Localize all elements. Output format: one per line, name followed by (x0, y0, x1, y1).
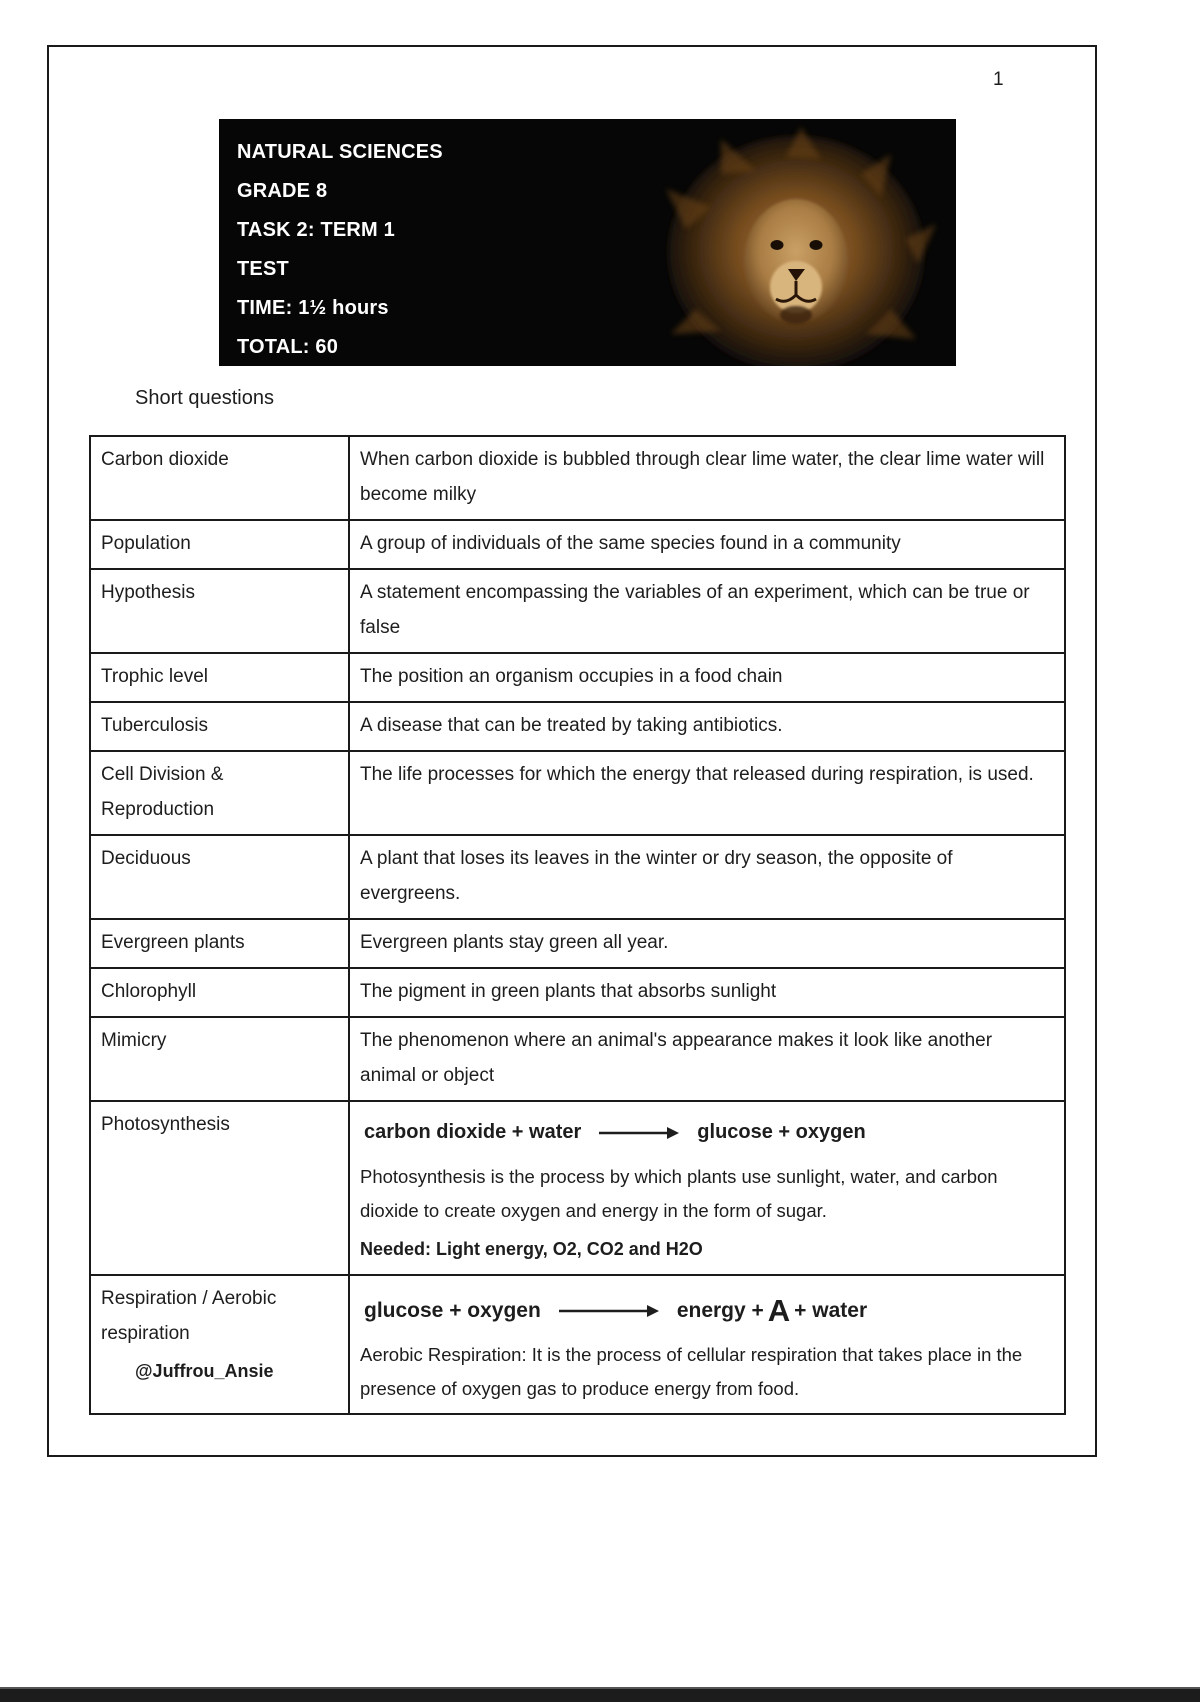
definition-cell: A disease that can be treated by taking antibiotics. (349, 702, 1065, 751)
definition-cell: A plant that loses its leaves in the winter or dry season, the opposite of evergreens. (349, 835, 1065, 919)
photosynthesis-needed: Needed: Light energy, O2, CO2 and H2O (360, 1239, 703, 1259)
header-line-grade: GRADE 8 (237, 180, 328, 202)
equation-energy: energy + (676, 1299, 764, 1322)
term-cell: Trophic level (90, 653, 349, 702)
header-line-total: TOTAL: 60 (237, 336, 339, 358)
header-line-time: TIME: 1½ hours (237, 297, 389, 319)
equation-left: glucose + oxygen (364, 1299, 541, 1322)
respiration-equation (364, 1293, 1052, 1328)
respiration-description: Aerobic Respiration: It is the process of cellular respiration that takes place in the presence of oxygen gas to produce energy from food. (360, 1344, 1023, 1399)
photosynthesis-equation (364, 1115, 1052, 1150)
table-row (90, 569, 1065, 653)
table-row (90, 751, 1065, 835)
header-text (219, 119, 657, 366)
table-row-photosynthesis (90, 1101, 1065, 1275)
header-line-task: TASK 2: TERM 1 (237, 219, 395, 241)
term-cell: Population (90, 520, 349, 569)
term-cell: Cell Division & Reproduction (90, 751, 349, 835)
table-row (90, 919, 1065, 968)
photosynthesis-description: Photosynthesis is the process by which plants use sunlight, water, and carbon dioxide to create oxygen and energy in the form of sugar. (360, 1166, 998, 1221)
definition-cell: The phenomenon where an animal's appearance makes it look like another animal or object (349, 1017, 1065, 1101)
footer-handle: @Juffrou_Ansie (135, 1361, 274, 1381)
definition-cell: The position an organism occupies in a food chain (349, 653, 1065, 702)
definition-cell: The pigment in green plants that absorbs sunlight (349, 968, 1065, 1017)
document-page (47, 45, 1097, 1457)
definition-cell: Evergreen plants stay green all year. (349, 919, 1065, 968)
term-cell: Evergreen plants (90, 919, 349, 968)
page-number: 1 (993, 69, 1004, 90)
table-row (90, 436, 1065, 520)
table-row (90, 702, 1065, 751)
term-cell: Chlorophyll (90, 968, 349, 1017)
term-cell: Mimicry (90, 1017, 349, 1101)
section-title: Short questions (135, 387, 274, 409)
definition-cell-respiration (349, 1275, 1065, 1414)
table-row-respiration (90, 1275, 1065, 1414)
definition-cell: A group of individuals of the same species found in a community (349, 520, 1065, 569)
equation-left: carbon dioxide + water (364, 1121, 582, 1143)
table-row (90, 520, 1065, 569)
arrow-right-icon (599, 1126, 679, 1140)
header-line-test: TEST (237, 258, 289, 280)
definition-cell-photosynthesis (349, 1101, 1065, 1275)
term-cell: Tuberculosis (90, 702, 349, 751)
table-row (90, 1017, 1065, 1101)
arrow-right-icon (559, 1304, 659, 1318)
term-cell: Carbon dioxide (90, 436, 349, 520)
lion-photo (626, 119, 956, 366)
header-line-title: NATURAL SCIENCES (237, 141, 443, 163)
definition-cell: The life processes for which the energy that released during respiration, is used. (349, 751, 1065, 835)
term-cell: Deciduous (90, 835, 349, 919)
definition-cell: When carbon dioxide is bubbled through clear lime water, the clear lime water will become milky (349, 436, 1065, 520)
term-cell: Photosynthesis (90, 1101, 349, 1275)
definition-cell: A statement encompassing the variables of an experiment, which can be true or false (349, 569, 1065, 653)
term-cell: Hypothesis (90, 569, 349, 653)
term-cell: Respiration / Aerobic respiration (90, 1275, 349, 1414)
table-row (90, 653, 1065, 702)
header-block (219, 119, 956, 366)
table-row (90, 968, 1065, 1017)
definitions-table (89, 435, 1066, 1415)
table-row (90, 835, 1065, 919)
equation-water: + water (794, 1299, 868, 1322)
equation-right: glucose + oxygen (697, 1121, 866, 1143)
equation-atp-letter: A (767, 1292, 791, 1328)
